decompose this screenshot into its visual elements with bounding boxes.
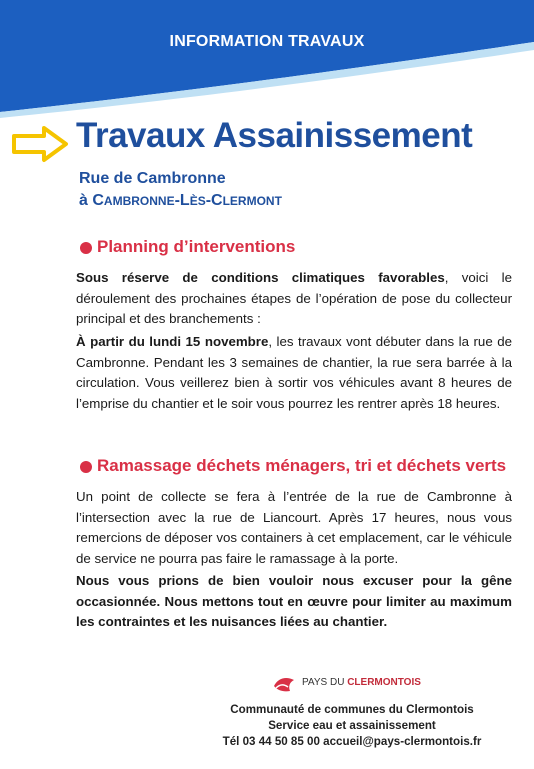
paragraph-schedule <box>76 332 512 414</box>
paragraph-conditions <box>76 268 512 330</box>
street-subtitle: Rue de Cambronne <box>79 170 226 187</box>
header-band <box>0 0 534 118</box>
paragraph-text: , les travaux vont débuter dans la rue de Cambronne. Pendant les 3 semaines de chantier, la rue sera barrée à la circulation. Vous veillerez bien à sortir vos véhicules avant 8 heures de l’emprise du chantier et le soir vous pourrez les rentrer après 18 heures. <box>76 334 512 411</box>
pays-du-clermontois-logo <box>272 674 296 694</box>
paragraph-text: , voici le déroulement des prochaines étapes de l’opération de pose du collecteur principal et des branchements : <box>76 270 512 326</box>
section-heading-ramassage: Ramassage déchets ménagers, tri et déchets verts <box>97 456 507 475</box>
arrow-right-icon <box>10 124 72 164</box>
paragraph-collecte <box>76 487 512 569</box>
town-subtitle <box>79 192 282 210</box>
main-title: Travaux Assainissement <box>76 116 473 155</box>
footer-service: Service eau et assainissement <box>268 719 436 732</box>
footer-contact: Tél 03 44 50 85 00 accueil@pays-clermontois.fr <box>222 735 482 748</box>
paragraph-bold: Sous réserve de conditions climatiques favorables <box>76 270 445 285</box>
paragraph-bold: À partir du lundi 15 novembre <box>76 334 269 349</box>
footer-org: Communauté de communes du Clermontois <box>230 703 474 716</box>
header-title: INFORMATION TRAVAUX <box>169 33 365 50</box>
town-prefix: à <box>79 192 93 209</box>
footer-brand <box>302 677 421 688</box>
section-heading-planning: Planning d’interventions <box>97 237 296 256</box>
brand-prefix: PAYS DU <box>302 677 348 688</box>
paragraph-text: Un point de collecte se fera à l’entrée de la rue de Cambronne à l’intersection avec la rue de Liancourt. Après 17 heures, nous vous remercions de déposer vos containers à cet emplacement, car le véhicule de service ne pourra pas faire le ramassage à la porte. <box>76 489 512 566</box>
bullet-icon <box>80 461 92 473</box>
brand-name: CLERMONTOIS <box>347 677 421 688</box>
bullet-icon <box>80 242 92 254</box>
town-name: CAMBRONNE-LÈS-CLERMONT <box>92 192 282 209</box>
closing-paragraph: Nous vous prions de bien vouloir nous excuser pour la gêne occasionnée. Nous mettons tout en œuvre pour limiter au maximum les contraintes et les nuisances liées au chantier. <box>76 573 512 629</box>
